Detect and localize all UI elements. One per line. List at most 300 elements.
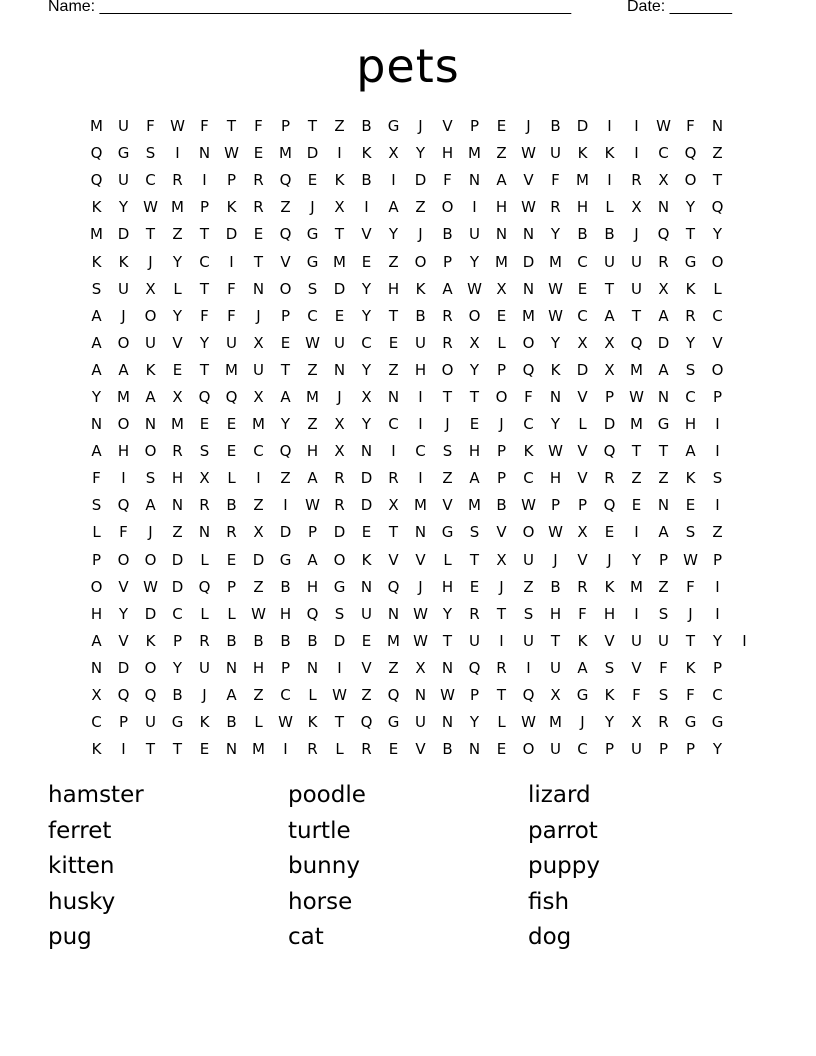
- grid-letter: M: [549, 252, 562, 271]
- grid-letter: T: [496, 686, 507, 705]
- grid-letter: X: [469, 333, 480, 352]
- grid-letter: K: [604, 144, 615, 163]
- grid-row: [83, 357, 758, 384]
- grid-letter: M: [279, 144, 292, 163]
- grid-letter: E: [199, 740, 210, 759]
- grid-letter: Z: [388, 360, 399, 379]
- grid-letter: X: [253, 523, 264, 542]
- grid-letter: E: [685, 496, 696, 515]
- grid-letter: R: [307, 740, 318, 759]
- word-bank: [48, 777, 768, 955]
- grid-letter: U: [334, 333, 345, 352]
- grid-letter: A: [442, 279, 453, 298]
- grid-letter: Y: [361, 415, 372, 434]
- grid-row: [83, 384, 758, 411]
- grid-letter: N: [522, 225, 535, 244]
- grid-letter: N: [306, 658, 319, 677]
- grid-letter: N: [441, 658, 454, 677]
- grid-letter: Z: [253, 577, 264, 596]
- grid-letter: R: [604, 469, 615, 488]
- grid-letter: R: [550, 198, 561, 217]
- word-bank-item: lizard: [528, 782, 591, 808]
- grid-letter: V: [496, 523, 507, 542]
- grid-letter: V: [172, 333, 183, 352]
- grid-letter: I: [499, 631, 504, 650]
- grid-letter: N: [522, 279, 535, 298]
- grid-letter: U: [469, 225, 480, 244]
- grid-letter: R: [685, 306, 696, 325]
- grid-letter: F: [686, 117, 695, 136]
- grid-letter: S: [199, 442, 210, 461]
- grid-letter: U: [631, 631, 642, 650]
- grid-letter: H: [306, 577, 319, 596]
- grid-letter: F: [632, 686, 641, 705]
- grid-letter: I: [121, 469, 126, 488]
- grid-letter: U: [631, 740, 642, 759]
- grid-letter: D: [117, 658, 130, 677]
- grid-letter: H: [684, 415, 697, 434]
- grid-letter: R: [226, 523, 237, 542]
- grid-letter: R: [334, 469, 345, 488]
- grid-letter: Y: [550, 225, 561, 244]
- grid-letter: D: [252, 550, 265, 569]
- grid-letter: A: [307, 469, 318, 488]
- grid-letter: L: [308, 686, 317, 705]
- word-bank-item: horse: [288, 888, 353, 915]
- grid-letter: W: [305, 333, 320, 352]
- grid-letter: B: [604, 225, 615, 244]
- grid-letter: N: [468, 740, 481, 759]
- grid-letter: W: [548, 523, 563, 542]
- grid-letter: A: [91, 442, 102, 461]
- grid-letter: R: [577, 577, 588, 596]
- word-bank-item: dog: [528, 924, 572, 951]
- grid-letter: D: [279, 523, 292, 542]
- grid-letter: W: [683, 550, 698, 569]
- grid-letter: Z: [631, 469, 642, 488]
- grid-letter: Z: [334, 117, 345, 136]
- grid-letter: D: [333, 631, 346, 650]
- word-search-grid: [83, 113, 758, 763]
- grid-letter: B: [280, 577, 291, 596]
- grid-letter: A: [91, 631, 102, 650]
- grid-letter: M: [414, 496, 427, 515]
- grid-letter: H: [549, 604, 562, 623]
- grid-letter: B: [415, 306, 426, 325]
- grid-letter: S: [685, 523, 696, 542]
- grid-letter: S: [145, 144, 156, 163]
- grid-letter: B: [307, 631, 318, 650]
- grid-letter: V: [442, 117, 453, 136]
- grid-letter: P: [118, 713, 129, 732]
- grid-letter: K: [361, 550, 372, 569]
- grid-letter: W: [521, 496, 536, 515]
- grid-letter: O: [144, 306, 157, 325]
- grid-letter: F: [92, 469, 101, 488]
- grid-letter: C: [577, 252, 588, 271]
- grid-letter: P: [496, 360, 507, 379]
- grid-letter: V: [442, 496, 453, 515]
- grid-letter: N: [360, 577, 373, 596]
- grid-letter: T: [631, 442, 642, 461]
- grid-letter: R: [253, 171, 264, 190]
- grid-letter: P: [712, 658, 723, 677]
- grid-letter: P: [712, 550, 723, 569]
- grid-letter: P: [496, 442, 507, 461]
- grid-letter: K: [91, 252, 102, 271]
- grid-letter: P: [172, 631, 183, 650]
- grid-letter: S: [523, 604, 534, 623]
- grid-letter: T: [334, 713, 345, 732]
- grid-letter: U: [658, 631, 669, 650]
- grid-letter: M: [495, 252, 508, 271]
- grid-row: [83, 465, 758, 492]
- grid-letter: F: [686, 577, 695, 596]
- grid-letter: X: [658, 171, 669, 190]
- grid-letter: C: [577, 306, 588, 325]
- grid-letter: X: [550, 686, 561, 705]
- grid-letter: Z: [712, 144, 723, 163]
- grid-letter: J: [337, 387, 342, 406]
- grid-letter: E: [604, 523, 615, 542]
- grid-letter: J: [256, 306, 261, 325]
- grid-letter: E: [361, 631, 372, 650]
- grid-letter: R: [172, 442, 183, 461]
- grid-letter: J: [148, 523, 153, 542]
- grid-letter: B: [226, 713, 237, 732]
- grid-letter: W: [548, 306, 563, 325]
- grid-letter: H: [90, 604, 103, 623]
- grid-letter: C: [415, 442, 426, 461]
- grid-letter: V: [388, 550, 399, 569]
- grid-letter: Q: [117, 686, 130, 705]
- grid-letter: B: [442, 740, 453, 759]
- grid-letter: T: [469, 387, 480, 406]
- grid-letter: I: [715, 604, 720, 623]
- grid-letter: X: [388, 496, 399, 515]
- grid-letter: W: [170, 117, 185, 136]
- grid-letter: E: [577, 279, 588, 298]
- grid-letter: A: [469, 469, 480, 488]
- grid-letter: N: [198, 523, 211, 542]
- grid-letter: Y: [361, 360, 372, 379]
- grid-letter: I: [337, 144, 342, 163]
- grid-letter: M: [630, 360, 643, 379]
- grid-letter: N: [414, 686, 427, 705]
- grid-letter: Q: [603, 496, 616, 515]
- grid-letter: K: [199, 713, 210, 732]
- grid-letter: Z: [361, 686, 372, 705]
- grid-letter: A: [388, 198, 399, 217]
- grid-letter: U: [361, 604, 372, 623]
- grid-letter: Y: [550, 333, 561, 352]
- grid-letter: M: [468, 496, 481, 515]
- grid-letter: P: [604, 740, 615, 759]
- grid-letter: B: [172, 686, 183, 705]
- grid-letter: P: [658, 550, 669, 569]
- grid-row: [83, 682, 758, 709]
- grid-letter: G: [333, 577, 346, 596]
- grid-letter: L: [443, 550, 452, 569]
- grid-letter: X: [145, 279, 156, 298]
- grid-letter: Y: [685, 198, 696, 217]
- grid-row: [83, 221, 758, 248]
- grid-row: [83, 628, 758, 655]
- grid-letter: I: [607, 117, 612, 136]
- grid-letter: V: [604, 631, 615, 650]
- grid-letter: G: [657, 415, 670, 434]
- grid-letter: B: [253, 631, 264, 650]
- grid-letter: Z: [442, 469, 453, 488]
- grid-letter: A: [658, 360, 669, 379]
- grid-letter: Z: [388, 658, 399, 677]
- grid-letter: E: [226, 415, 237, 434]
- grid-letter: K: [550, 360, 561, 379]
- grid-letter: D: [657, 333, 670, 352]
- grid-letter: P: [199, 198, 210, 217]
- grid-letter: Z: [388, 252, 399, 271]
- grid-row: [83, 574, 758, 601]
- word-bank-item: fish: [528, 888, 570, 915]
- grid-letter: I: [283, 740, 288, 759]
- grid-letter: X: [199, 469, 210, 488]
- grid-letter: N: [360, 442, 373, 461]
- grid-letter: K: [604, 686, 615, 705]
- grid-letter: D: [576, 117, 589, 136]
- grid-letter: R: [658, 713, 669, 732]
- grid-letter: K: [604, 577, 615, 596]
- grid-letter: S: [442, 442, 453, 461]
- grid-row: [83, 655, 758, 682]
- grid-letter: M: [306, 387, 319, 406]
- grid-letter: I: [256, 469, 261, 488]
- grid-letter: K: [685, 658, 696, 677]
- grid-letter: I: [472, 198, 477, 217]
- grid-letter: Q: [279, 442, 292, 461]
- grid-letter: T: [199, 225, 210, 244]
- grid-letter: A: [658, 523, 669, 542]
- grid-letter: Q: [279, 171, 292, 190]
- grid-letter: G: [684, 252, 697, 271]
- grid-letter: C: [199, 252, 210, 271]
- word-bank-item: puppy: [528, 853, 600, 880]
- grid-letter: J: [607, 550, 612, 569]
- grid-letter: B: [361, 171, 372, 190]
- grid-letter: Z: [496, 144, 507, 163]
- grid-letter: P: [685, 740, 696, 759]
- grid-letter: T: [550, 631, 561, 650]
- grid-row: [83, 330, 758, 357]
- grid-letter: A: [577, 658, 588, 677]
- grid-letter: L: [200, 550, 209, 569]
- grid-letter: N: [225, 658, 238, 677]
- grid-letter: C: [523, 415, 534, 434]
- grid-letter: G: [441, 523, 454, 542]
- grid-letter: H: [387, 279, 400, 298]
- grid-letter: H: [603, 604, 616, 623]
- grid-row: [83, 248, 758, 275]
- grid-letter: U: [415, 713, 426, 732]
- grid-letter: Q: [198, 577, 211, 596]
- grid-letter: D: [576, 360, 589, 379]
- date-field: Date: _______: [627, 0, 732, 15]
- grid-letter: A: [145, 496, 156, 515]
- grid-letter: R: [199, 631, 210, 650]
- grid-letter: Y: [172, 306, 183, 325]
- grid-letter: S: [307, 279, 318, 298]
- grid-letter: E: [253, 225, 264, 244]
- grid-letter: H: [441, 144, 454, 163]
- grid-letter: N: [198, 144, 211, 163]
- grid-letter: W: [413, 604, 428, 623]
- name-field: Name: _____________________________________________________: [48, 0, 572, 15]
- grid-letter: D: [171, 577, 184, 596]
- grid-letter: Q: [387, 686, 400, 705]
- grid-letter: T: [253, 252, 264, 271]
- grid-letter: L: [92, 523, 101, 542]
- grid-letter: P: [226, 577, 237, 596]
- grid-letter: Z: [280, 198, 291, 217]
- grid-letter: N: [657, 496, 670, 515]
- grid-letter: E: [496, 740, 507, 759]
- grid-letter: F: [227, 306, 236, 325]
- grid-letter: L: [497, 713, 506, 732]
- grid-letter: I: [715, 577, 720, 596]
- grid-letter: W: [413, 631, 428, 650]
- grid-row: [83, 411, 758, 438]
- grid-letter: V: [523, 171, 534, 190]
- grid-letter: R: [442, 333, 453, 352]
- grid-letter: I: [634, 604, 639, 623]
- grid-letter: Y: [415, 144, 426, 163]
- grid-letter: E: [388, 333, 399, 352]
- grid-letter: F: [578, 604, 587, 623]
- grid-letter: T: [199, 360, 210, 379]
- grid-letter: T: [604, 279, 615, 298]
- grid-letter: C: [280, 686, 291, 705]
- grid-letter: G: [711, 713, 724, 732]
- grid-letter: S: [91, 496, 102, 515]
- grid-letter: Z: [253, 686, 264, 705]
- grid-letter: Q: [657, 225, 670, 244]
- grid-letter: W: [629, 387, 644, 406]
- grid-letter: B: [577, 225, 588, 244]
- grid-letter: W: [521, 713, 536, 732]
- grid-letter: I: [526, 658, 531, 677]
- grid-letter: N: [549, 387, 562, 406]
- grid-letter: Q: [144, 686, 157, 705]
- grid-letter: D: [306, 144, 319, 163]
- grid-letter: A: [91, 306, 102, 325]
- grid-letter: U: [118, 117, 129, 136]
- grid-letter: T: [145, 740, 156, 759]
- grid-letter: N: [387, 604, 400, 623]
- word-bank-item: cat: [288, 924, 324, 951]
- grid-letter: F: [524, 387, 533, 406]
- grid-letter: H: [576, 198, 589, 217]
- grid-letter: K: [334, 171, 345, 190]
- grid-letter: O: [117, 415, 130, 434]
- grid-letter: N: [657, 198, 670, 217]
- grid-letter: N: [333, 360, 346, 379]
- grid-letter: S: [712, 469, 723, 488]
- grid-letter: Y: [199, 333, 210, 352]
- grid-letter: T: [226, 117, 237, 136]
- grid-letter: N: [387, 387, 400, 406]
- grid-letter: I: [283, 496, 288, 515]
- grid-letter: G: [306, 225, 319, 244]
- grid-letter: H: [117, 442, 130, 461]
- grid-letter: F: [146, 117, 155, 136]
- grid-letter: Z: [658, 469, 669, 488]
- page-title: pets: [356, 39, 460, 93]
- grid-letter: M: [171, 198, 184, 217]
- grid-letter: J: [121, 306, 126, 325]
- grid-letter: M: [576, 171, 589, 190]
- grid-letter: G: [279, 550, 292, 569]
- grid-letter: B: [496, 496, 507, 515]
- grid-letter: O: [441, 198, 454, 217]
- grid-letter: N: [171, 496, 184, 515]
- grid-letter: L: [335, 740, 344, 759]
- grid-letter: H: [171, 469, 184, 488]
- grid-letter: Q: [522, 360, 535, 379]
- grid-letter: H: [468, 442, 481, 461]
- grid-letter: C: [712, 686, 723, 705]
- grid-letter: G: [684, 713, 697, 732]
- grid-letter: I: [202, 171, 207, 190]
- grid-letter: S: [91, 279, 102, 298]
- grid-letter: O: [144, 442, 157, 461]
- grid-letter: O: [684, 171, 697, 190]
- grid-letter: D: [522, 252, 535, 271]
- grid-letter: I: [418, 415, 423, 434]
- grid-letter: W: [224, 144, 239, 163]
- grid-letter: U: [631, 279, 642, 298]
- grid-letter: O: [711, 360, 724, 379]
- grid-letter: P: [280, 117, 291, 136]
- grid-letter: C: [145, 171, 156, 190]
- grid-letter: U: [226, 333, 237, 352]
- grid-letter: P: [280, 306, 291, 325]
- grid-letter: Q: [198, 387, 211, 406]
- grid-letter: T: [442, 631, 453, 650]
- grid-letter: V: [577, 469, 588, 488]
- grid-letter: X: [631, 713, 642, 732]
- grid-letter: V: [415, 740, 426, 759]
- grid-letter: D: [171, 550, 184, 569]
- grid-letter: W: [548, 442, 563, 461]
- grid-letter: L: [227, 604, 236, 623]
- grid-letter: L: [713, 279, 722, 298]
- grid-letter: T: [442, 387, 453, 406]
- grid-letter: V: [280, 252, 291, 271]
- grid-letter: I: [607, 171, 612, 190]
- grid-letter: Q: [684, 144, 697, 163]
- grid-letter: J: [634, 225, 639, 244]
- grid-letter: Y: [604, 713, 615, 732]
- grid-letter: Z: [307, 415, 318, 434]
- grid-letter: L: [578, 415, 587, 434]
- grid-letter: C: [361, 333, 372, 352]
- grid-letter: B: [550, 577, 561, 596]
- grid-letter: L: [200, 604, 209, 623]
- grid-letter: T: [496, 604, 507, 623]
- grid-letter: R: [334, 496, 345, 515]
- grid-letter: T: [685, 631, 696, 650]
- grid-letter: K: [685, 469, 696, 488]
- grid-letter: Y: [118, 604, 129, 623]
